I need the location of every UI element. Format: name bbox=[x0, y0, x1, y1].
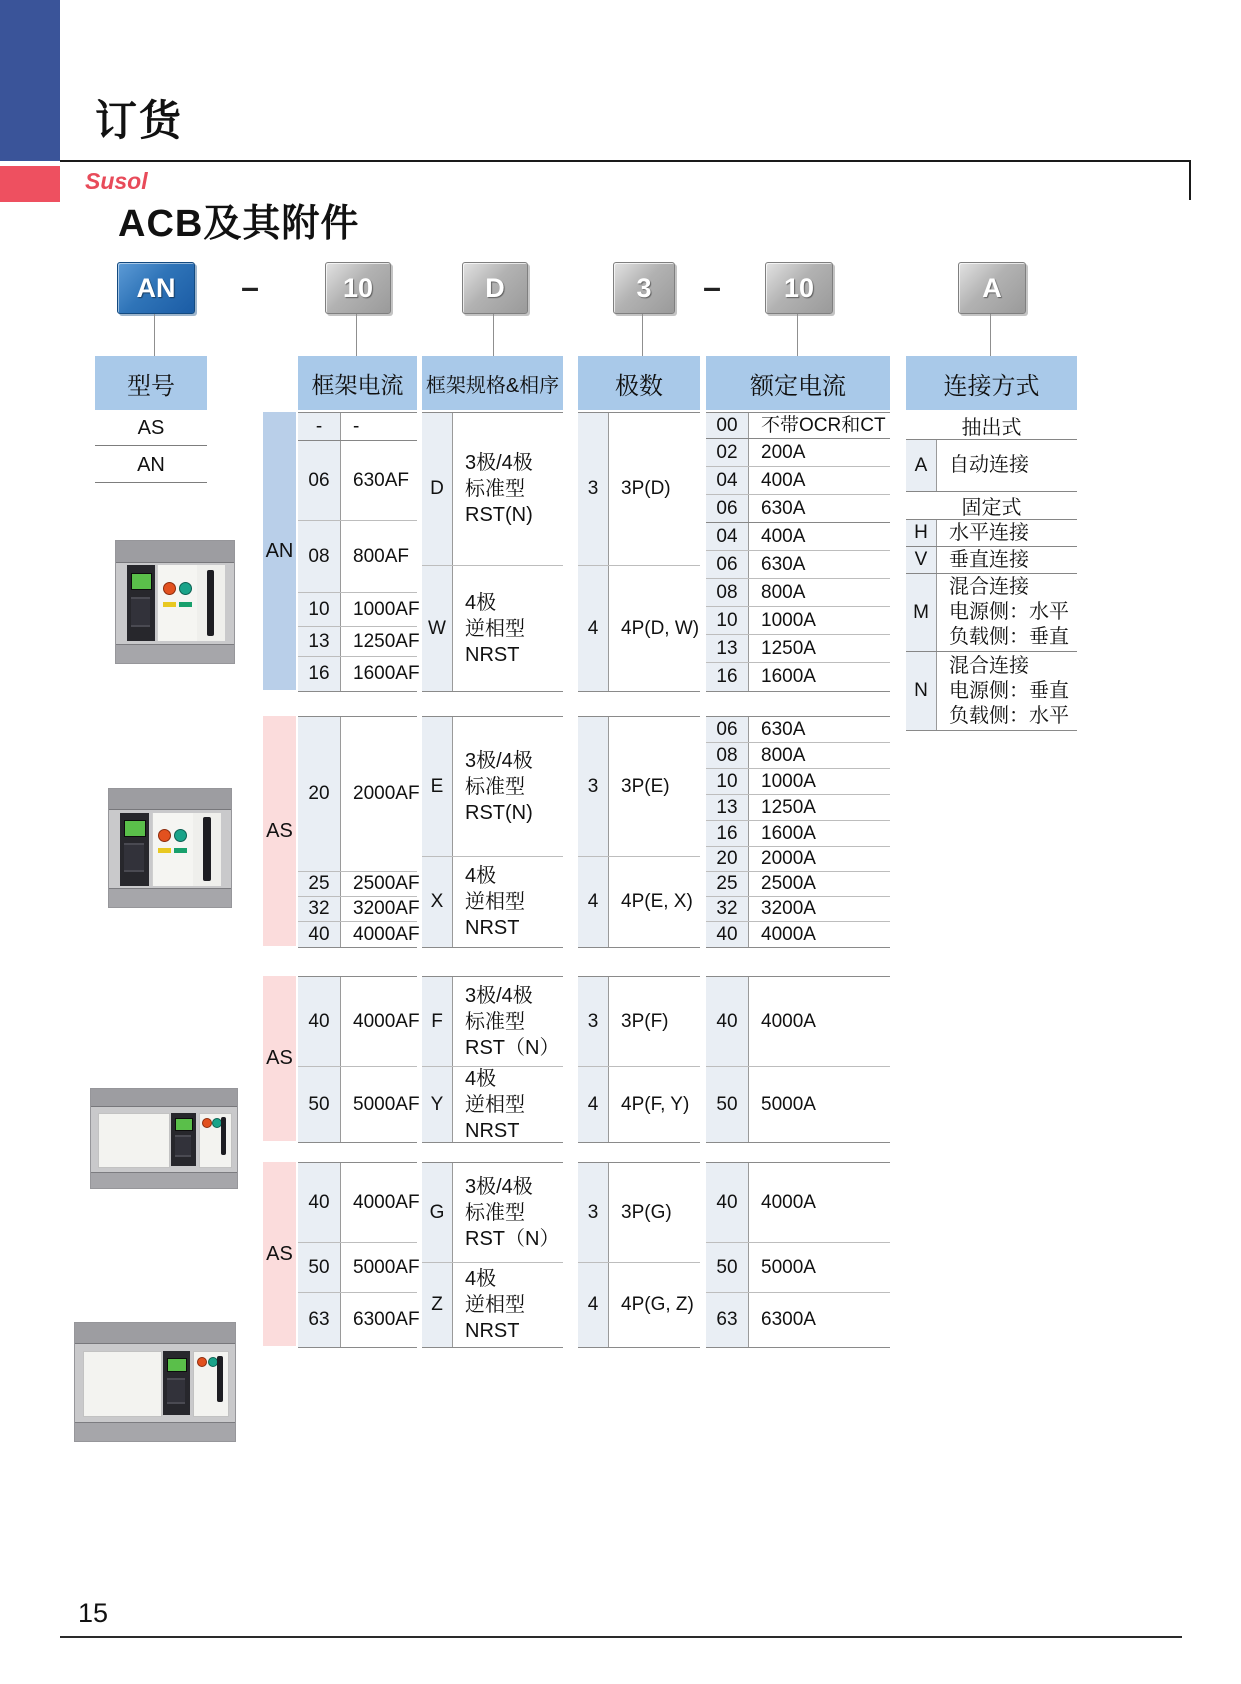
rated-current-value: 2000A bbox=[761, 848, 816, 869]
rated-current-row bbox=[706, 467, 890, 495]
section-2-poles-table bbox=[578, 716, 700, 948]
rated-current-code: 40 bbox=[706, 1163, 749, 1242]
section-2-rated-current-table bbox=[706, 716, 890, 948]
rated-current-row bbox=[706, 717, 890, 743]
connection-code: H bbox=[906, 520, 937, 546]
connection-row bbox=[906, 652, 1077, 730]
frame-size-row bbox=[422, 717, 563, 857]
header-rule-end bbox=[1189, 160, 1191, 200]
rated-current-value: 1000A bbox=[761, 609, 816, 631]
frame-current-row bbox=[298, 1293, 420, 1347]
rated-current-value: 1250A bbox=[761, 796, 816, 818]
corner-accent-red bbox=[0, 166, 60, 202]
frame-current-row bbox=[298, 413, 417, 441]
frame-size-code: X bbox=[422, 857, 453, 947]
section-4-frame-current-table bbox=[298, 1162, 420, 1348]
rated-current-row bbox=[706, 551, 890, 579]
frame-current-value: 1000AF bbox=[353, 598, 420, 620]
code-box-frame-size: D bbox=[462, 262, 528, 314]
rated-current-code: 06 bbox=[706, 551, 749, 578]
connection-code: A bbox=[906, 440, 937, 491]
frame-current-code: - bbox=[298, 413, 341, 440]
rated-current-value: 630A bbox=[761, 553, 806, 575]
poles-row bbox=[578, 977, 700, 1067]
frame-size-value: 3极/4极 标准型 RST(N) bbox=[465, 749, 533, 824]
frame-current-row bbox=[298, 977, 420, 1067]
rated-current-row bbox=[706, 1243, 890, 1293]
poles-row bbox=[578, 857, 700, 947]
poles-code: 4 bbox=[578, 1067, 609, 1142]
column-header-model: 型号 bbox=[95, 356, 207, 410]
poles-code: 4 bbox=[578, 1263, 609, 1347]
section-1-poles-table bbox=[578, 412, 700, 692]
frame-size-code: W bbox=[422, 566, 453, 691]
brand-logo-susol: Susol bbox=[85, 168, 148, 194]
frame-current-code: 25 bbox=[298, 872, 341, 896]
frame-current-row bbox=[298, 1243, 420, 1293]
frame-size-value: 4极 逆相型 NRST bbox=[465, 1268, 525, 1342]
frame-current-value: 630AF bbox=[353, 469, 409, 491]
rated-current-row bbox=[706, 1293, 890, 1347]
frame-current-code: 06 bbox=[298, 441, 341, 520]
frame-current-row bbox=[298, 441, 417, 521]
rated-current-row bbox=[706, 1163, 890, 1243]
frame-current-code: 32 bbox=[298, 897, 341, 921]
rated-current-value: 不带OCR和CT bbox=[761, 414, 886, 436]
rated-current-row bbox=[706, 607, 890, 635]
frame-current-row bbox=[298, 627, 420, 657]
rated-current-row bbox=[706, 922, 890, 947]
rated-current-code: 13 bbox=[706, 795, 749, 820]
frame-size-value: 3极/4极 标准型 RST(N) bbox=[465, 452, 533, 526]
poles-value: 3P(E) bbox=[621, 775, 670, 797]
section-4-frame-size-table bbox=[422, 1162, 563, 1348]
section-3-model-band: AS bbox=[263, 976, 296, 1141]
frame-current-value: 4000AF bbox=[353, 1010, 420, 1032]
poles-value: 4P(D, W) bbox=[621, 617, 700, 639]
acb-product-image-2 bbox=[108, 788, 232, 908]
frame-size-row bbox=[422, 857, 563, 947]
rated-current-value: 800A bbox=[761, 581, 806, 603]
rated-current-code: 16 bbox=[706, 821, 749, 846]
connection-table bbox=[906, 412, 1077, 731]
poles-row bbox=[578, 717, 700, 857]
frame-current-code: 20 bbox=[298, 717, 341, 871]
rated-current-value: 5000A bbox=[761, 1093, 816, 1115]
poles-value: 4P(G, Z) bbox=[621, 1294, 694, 1315]
connection-row bbox=[906, 574, 1077, 652]
poles-code: 4 bbox=[578, 566, 609, 691]
rated-current-value: 1000A bbox=[761, 770, 816, 792]
frame-current-value: 5000AF bbox=[353, 1093, 420, 1115]
page-title: 订货 bbox=[95, 97, 184, 144]
model-option-as: AS bbox=[95, 412, 207, 446]
rated-current-value: 630A bbox=[761, 497, 806, 519]
frame-current-value: 1600AF bbox=[353, 663, 420, 684]
frame-current-code: 16 bbox=[298, 657, 341, 691]
frame-current-row bbox=[298, 1163, 420, 1243]
rated-current-code: 10 bbox=[706, 769, 749, 794]
column-header-poles: 极数 bbox=[578, 356, 700, 410]
frame-size-row bbox=[422, 977, 563, 1067]
rated-current-row bbox=[706, 743, 890, 769]
frame-size-code: E bbox=[422, 717, 453, 856]
frame-current-value: 3200AF bbox=[353, 898, 420, 919]
header-rule bbox=[60, 160, 1191, 162]
connection-value: 混合连接 电源侧：水平 负载侧：垂直 bbox=[949, 576, 1069, 648]
connection-value: 混合连接 电源侧：垂直 负载侧：水平 bbox=[949, 654, 1069, 727]
section-3-rated-current-table bbox=[706, 976, 890, 1143]
rated-current-code: 08 bbox=[706, 743, 749, 768]
rated-current-code: 50 bbox=[706, 1243, 749, 1292]
rated-current-value: 3200A bbox=[761, 898, 816, 919]
connection-value: 自动连接 bbox=[949, 454, 1029, 476]
frame-current-code: 50 bbox=[298, 1243, 341, 1292]
rated-current-code: 10 bbox=[706, 607, 749, 634]
section-4-model-band: AS bbox=[263, 1162, 296, 1346]
poles-code: 4 bbox=[578, 857, 609, 947]
frame-current-code: 63 bbox=[298, 1293, 341, 1347]
connection-value: 垂直连接 bbox=[949, 548, 1029, 571]
rated-current-code: 04 bbox=[706, 523, 749, 550]
rated-current-value: 200A bbox=[761, 441, 806, 463]
connection-group-title: 固定式 bbox=[906, 492, 1077, 520]
frame-current-row bbox=[298, 593, 420, 627]
connector-line-poles bbox=[642, 314, 643, 356]
frame-current-value: - bbox=[353, 415, 360, 437]
rated-current-value: 1600A bbox=[761, 666, 816, 687]
frame-current-row bbox=[298, 872, 420, 897]
code-box-connection: A bbox=[958, 262, 1026, 314]
rated-current-code: 08 bbox=[706, 579, 749, 606]
rated-current-code: 13 bbox=[706, 635, 749, 662]
poles-value: 3P(F) bbox=[621, 1010, 669, 1032]
section-1-frame-size-table bbox=[422, 412, 563, 692]
rated-current-value: 400A bbox=[761, 525, 806, 547]
frame-size-value: 4极 逆相型 NRST bbox=[465, 591, 525, 666]
poles-value: 4P(F, Y) bbox=[621, 1093, 690, 1115]
connection-row bbox=[906, 547, 1077, 574]
frame-current-row bbox=[298, 521, 417, 593]
rated-current-value: 5000A bbox=[761, 1256, 816, 1278]
code-dash-1: – bbox=[241, 268, 259, 305]
section-3-poles-table bbox=[578, 976, 700, 1143]
rated-current-value: 4000A bbox=[761, 923, 816, 945]
rated-current-row bbox=[706, 769, 890, 795]
rated-current-value: 800A bbox=[761, 744, 806, 766]
frame-current-row bbox=[298, 717, 420, 872]
connector-line-frame-current bbox=[356, 314, 357, 356]
connection-row bbox=[906, 520, 1077, 547]
frame-size-row bbox=[422, 1163, 563, 1263]
poles-row bbox=[578, 566, 700, 691]
rated-current-value: 4000A bbox=[761, 1191, 816, 1213]
frame-current-code: 40 bbox=[298, 977, 341, 1066]
connector-line-model bbox=[154, 314, 155, 356]
rated-current-code: 32 bbox=[706, 897, 749, 921]
frame-current-value: 5000AF bbox=[353, 1256, 420, 1278]
rated-current-row bbox=[706, 439, 890, 467]
frame-current-value: 1250AF bbox=[353, 630, 420, 652]
frame-size-code: G bbox=[422, 1163, 453, 1262]
frame-size-row bbox=[422, 1067, 563, 1142]
rated-current-value: 1250A bbox=[761, 637, 816, 659]
frame-current-value: 4000AF bbox=[353, 923, 420, 945]
connection-value: 水平连接 bbox=[949, 521, 1029, 544]
connection-code: N bbox=[906, 652, 937, 730]
frame-current-code: 13 bbox=[298, 627, 341, 656]
frame-size-code: Y bbox=[422, 1067, 453, 1142]
frame-size-value: 3极/4极 标准型 RST（N） bbox=[465, 984, 560, 1059]
connector-line-frame-size bbox=[493, 314, 494, 356]
poles-code: 3 bbox=[578, 413, 609, 565]
frame-current-code: 08 bbox=[298, 521, 341, 592]
rated-current-row bbox=[706, 495, 890, 523]
rated-current-code: 16 bbox=[706, 663, 749, 691]
footer-rule bbox=[60, 1636, 1182, 1638]
section-2-frame-current-table bbox=[298, 716, 420, 948]
column-header-rated-current: 额定电流 bbox=[706, 356, 890, 410]
frame-size-value: 3极/4极 标准型 RST（N） bbox=[465, 1175, 560, 1250]
frame-current-code: 40 bbox=[298, 922, 341, 947]
section-3-frame-size-table bbox=[422, 976, 563, 1143]
acb-product-image-1 bbox=[115, 540, 235, 664]
rated-current-row bbox=[706, 1067, 890, 1142]
rated-current-code: 06 bbox=[706, 717, 749, 742]
corner-accent-blue bbox=[0, 0, 60, 161]
rated-current-row bbox=[706, 977, 890, 1067]
frame-current-value: 6300AF bbox=[353, 1309, 420, 1330]
poles-value: 3P(D) bbox=[621, 478, 671, 499]
page-number: 15 bbox=[78, 1598, 109, 1628]
section-2-model-band: AS bbox=[263, 716, 296, 946]
frame-current-value: 2000AF bbox=[353, 783, 420, 804]
rated-current-row bbox=[706, 663, 890, 691]
section-1-model-band: AN bbox=[263, 412, 296, 690]
frame-current-row bbox=[298, 1067, 420, 1142]
section-3-frame-current-table bbox=[298, 976, 420, 1143]
rated-current-code: 06 bbox=[706, 495, 749, 522]
column-header-frame-size: 框架规格&相序 bbox=[422, 356, 563, 410]
poles-value: 3P(G) bbox=[621, 1201, 672, 1223]
code-dash-2: – bbox=[703, 268, 721, 305]
poles-row bbox=[578, 1067, 700, 1142]
section-4-rated-current-table bbox=[706, 1162, 890, 1348]
rated-current-row bbox=[706, 897, 890, 922]
rated-current-code: 04 bbox=[706, 467, 749, 494]
frame-current-row bbox=[298, 657, 420, 691]
rated-current-value: 630A bbox=[761, 718, 806, 740]
frame-current-code: 40 bbox=[298, 1163, 341, 1242]
frame-size-value: 4极 逆相型 NRST bbox=[465, 1067, 525, 1142]
section-1-frame-current-table bbox=[298, 412, 420, 692]
connector-line-connection bbox=[990, 314, 991, 356]
rated-current-value: 4000A bbox=[761, 1010, 816, 1032]
rated-current-value: 2500A bbox=[761, 873, 816, 894]
frame-size-row bbox=[422, 1263, 563, 1347]
poles-code: 3 bbox=[578, 977, 609, 1066]
code-box-rated-current: 10 bbox=[765, 262, 833, 314]
column-header-frame-current: 框架电流 bbox=[298, 356, 417, 410]
rated-current-code: 40 bbox=[706, 922, 749, 947]
rated-current-row bbox=[706, 413, 890, 439]
poles-code: 3 bbox=[578, 717, 609, 856]
poles-code: 3 bbox=[578, 1163, 609, 1262]
connection-row bbox=[906, 440, 1077, 492]
connection-code: M bbox=[906, 574, 937, 651]
poles-value: 4P(E, X) bbox=[621, 891, 693, 912]
rated-current-row bbox=[706, 579, 890, 607]
poles-row bbox=[578, 413, 700, 566]
frame-current-code: 50 bbox=[298, 1067, 341, 1142]
acb-product-image-4 bbox=[74, 1322, 236, 1442]
section-1-rated-current-table bbox=[706, 412, 890, 692]
connection-code: V bbox=[906, 547, 937, 573]
code-box-frame-current: 10 bbox=[325, 262, 391, 314]
rated-current-value: 6300A bbox=[761, 1309, 816, 1330]
poles-row bbox=[578, 1263, 700, 1347]
rated-current-row bbox=[706, 821, 890, 847]
rated-current-row bbox=[706, 795, 890, 821]
rated-current-code: 63 bbox=[706, 1293, 749, 1347]
frame-current-value: 800AF bbox=[353, 545, 409, 567]
rated-current-row bbox=[706, 635, 890, 663]
connection-group-title: 抽出式 bbox=[906, 412, 1077, 440]
frame-current-code: 10 bbox=[298, 593, 341, 626]
code-box-poles: 3 bbox=[613, 262, 675, 314]
rated-current-code: 50 bbox=[706, 1067, 749, 1142]
rated-current-value: 1600A bbox=[761, 822, 816, 844]
code-box-model: AN bbox=[117, 262, 195, 314]
connector-line-rated-current bbox=[797, 314, 798, 356]
rated-current-row bbox=[706, 872, 890, 897]
rated-current-code: 20 bbox=[706, 847, 749, 871]
frame-size-code: F bbox=[422, 977, 453, 1066]
model-option-an: AN bbox=[95, 449, 207, 483]
frame-size-value: 4极 逆相型 NRST bbox=[465, 865, 525, 939]
rated-current-value: 400A bbox=[761, 469, 806, 491]
section-title: ACB及其附件 bbox=[118, 203, 360, 245]
frame-size-row bbox=[422, 566, 563, 691]
acb-product-image-3 bbox=[90, 1088, 238, 1189]
section-4-poles-table bbox=[578, 1162, 700, 1348]
frame-size-row bbox=[422, 413, 563, 566]
rated-current-code: 40 bbox=[706, 977, 749, 1066]
frame-current-row bbox=[298, 897, 420, 922]
frame-size-code: Z bbox=[422, 1263, 453, 1347]
column-header-connection: 连接方式 bbox=[906, 356, 1077, 410]
rated-current-code: 25 bbox=[706, 872, 749, 896]
rated-current-code: 02 bbox=[706, 439, 749, 466]
poles-row bbox=[578, 1163, 700, 1263]
frame-current-value: 4000AF bbox=[353, 1191, 420, 1213]
rated-current-row bbox=[706, 847, 890, 872]
rated-current-row bbox=[706, 523, 890, 551]
frame-current-value: 2500AF bbox=[353, 873, 420, 894]
rated-current-code: 00 bbox=[706, 413, 749, 438]
frame-current-row bbox=[298, 922, 420, 947]
frame-size-code: D bbox=[422, 413, 453, 565]
section-2-frame-size-table bbox=[422, 716, 563, 948]
